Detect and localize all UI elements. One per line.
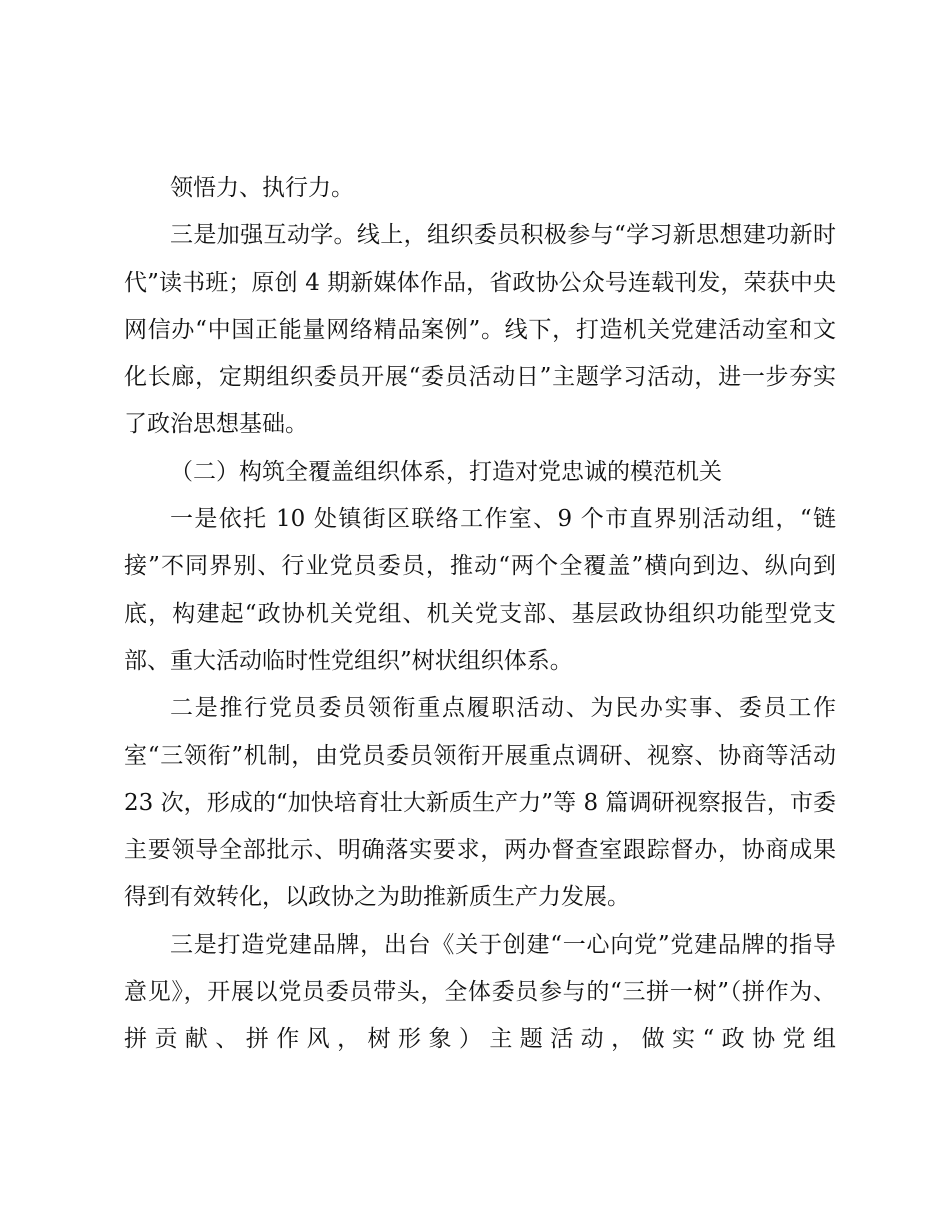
paragraph-organization-system: 一是依托 10 处镇街区联络工作室、9 个市直界别活动组，“链接”不同界别、行业党员委员，推动“两个全覆盖”横向到边、纵向到底，构建起“政协机关党组、机关党支部、基层政协组织功能型党支部、重大活动临时性党组织”树状组织体系。 bbox=[124, 506, 836, 674]
document-body bbox=[124, 165, 836, 1064]
paragraph-party-brand: 三是打造党建品牌，出台《关于创建“一心向党”党建品牌的指导意见》，开展以党员委员带头，全体委员参与的“三拼一树”（拼作为、拼贡献、拼作风，树形象）主题活动，做实“政协党组 bbox=[124, 931, 836, 1053]
paragraph-three-leads-mechanism: 二是推行党员委员领衔重点履职活动、为民办实事、委员工作室“三领衔”机制，由党员委员领衔开展重点调研、视察、协商等活动 23 次，形成的“加快培育壮大新质生产力”等 8 篇调研视察报告，市委主要领导全部批示、明确落实要求，两办督查室跟踪督办，协商成果得到有效转化，以政协之为助推新质生产力发展。 bbox=[124, 695, 836, 911]
section-heading-2: （二）构筑全覆盖组织体系，打造对党忠诚的模范机关 bbox=[170, 458, 722, 485]
paragraph-continuation: 领悟力、执行力。 bbox=[170, 175, 354, 201]
paragraph-interactive-learning: 三是加强互动学。线上，组织委员积极参与“学习新思想建功新时代”读书班；原创 4 期新媒体作品，省政协公众号连载刊发，荣获中央网信办“中国正能量网络精品案例”。线下，打造机关党建活动室和文化长廊，定期组织委员开展“委员活动日”主题学习活动，进一步夯实了政治思想基础。 bbox=[124, 222, 836, 438]
